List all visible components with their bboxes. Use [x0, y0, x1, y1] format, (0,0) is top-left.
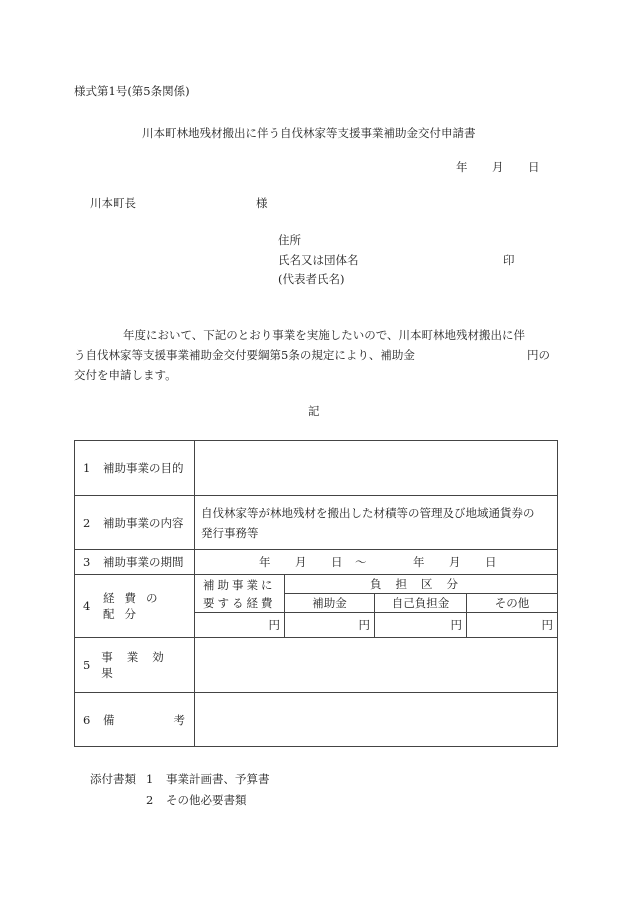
- attachment-1-number: 1: [146, 772, 154, 786]
- addressee-name: 川本町長: [90, 196, 136, 210]
- subsidy-header: 補助金: [285, 594, 375, 613]
- date-year: 年: [456, 160, 468, 174]
- row-expenses: [75, 575, 558, 594]
- period-label: 補助事業の期間: [103, 555, 184, 569]
- purpose-value-cell: [195, 441, 558, 496]
- other-yen: 円: [467, 613, 558, 638]
- row-number: 6: [83, 712, 91, 727]
- seal-mark: 印: [503, 253, 515, 267]
- subsidy-yen: 円: [285, 613, 375, 638]
- row-number: 4: [83, 599, 91, 613]
- row-purpose: [75, 441, 558, 496]
- purpose-label-cell: [75, 441, 195, 496]
- application-table: [74, 440, 558, 747]
- self-burden-yen: 円: [375, 613, 467, 638]
- content-value-line-2: 発行事務等: [201, 525, 259, 540]
- row-number: 3: [83, 555, 91, 569]
- self-burden-header: 自己負担金: [375, 594, 467, 613]
- row-number: 2: [83, 515, 91, 530]
- content-value-line-1: 自伐林家等が林地残材を搬出した材積等の管理及び地域通貨券の: [201, 505, 535, 520]
- body-line-1: 年度において、下記のとおり事業を実施したいので、川本町林地残材搬出に伴: [123, 328, 526, 342]
- row-number: 5: [83, 658, 91, 672]
- attachments-label: 添付書類: [90, 772, 136, 786]
- row-effect: [75, 638, 558, 693]
- name-label: 氏名又は団体名: [278, 253, 359, 267]
- effect-value-cell: [195, 638, 558, 693]
- period-end-day: 日: [485, 555, 497, 569]
- expenses-label-cell: [75, 575, 195, 638]
- required-cost-header: [195, 575, 285, 613]
- row-number: 1: [83, 461, 91, 475]
- attachment-2: その他必要書類: [166, 793, 247, 807]
- effect-label: 事業効果: [101, 650, 178, 680]
- row-period: [75, 550, 558, 575]
- address-label: 住所: [278, 233, 301, 247]
- required-cost-line-2: 要する経費: [203, 595, 276, 610]
- period-start-month: 月: [295, 555, 307, 569]
- period-label-cell: [75, 550, 195, 575]
- remarks-label-part-1: 備: [103, 712, 115, 727]
- body-line-2: う自伐林家等支援事業補助金交付要綱第5条の規定により、補助金: [74, 348, 415, 362]
- other-header: その他: [467, 594, 558, 613]
- remarks-value-cell: [195, 693, 558, 747]
- purpose-label: 補助事業の目的: [103, 461, 184, 475]
- content-label: 補助事業の内容: [103, 515, 184, 530]
- period-end-month: 月: [449, 555, 461, 569]
- content-label-cell: [75, 496, 195, 550]
- expenses-label-text: 経費の配分: [103, 591, 168, 621]
- attachment-1: 事業計画書、予算書: [166, 772, 270, 786]
- form-number: 様式第1号(第5条関係): [74, 84, 190, 98]
- expenses-label: [103, 590, 185, 622]
- row-remarks: [75, 693, 558, 747]
- period-value-cell: [195, 550, 558, 575]
- remarks-label-part-2: 考: [173, 712, 185, 727]
- burden-header: 負担区分: [285, 575, 558, 594]
- period-start-day: 日: [331, 555, 343, 569]
- required-cost-line-1: 補助事業に: [203, 577, 276, 592]
- date-day: 日: [528, 160, 540, 174]
- period-start-year: 年: [259, 555, 271, 569]
- body-line-2-yen: 円の: [527, 348, 550, 362]
- body-line-3: 交付を申請します。: [74, 368, 177, 382]
- period-end-year: 年: [413, 555, 425, 569]
- date-month: 月: [492, 160, 504, 174]
- attachment-2-number: 2: [146, 793, 154, 807]
- required-cost-yen: 円: [195, 613, 285, 638]
- effect-label-cell: [75, 638, 195, 693]
- representative-label: (代表者氏名): [278, 272, 345, 286]
- period-tilde: ～: [355, 555, 367, 569]
- ki-heading: 記: [308, 404, 320, 418]
- row-content: [75, 496, 558, 550]
- content-value-cell: [195, 496, 558, 550]
- addressee-honorific: 様: [256, 196, 268, 210]
- remarks-label: [103, 712, 185, 728]
- document-title: 川本町林地残材搬出に伴う自伐林家等支援事業補助金交付申請書: [142, 126, 476, 140]
- remarks-label-cell: [75, 693, 195, 747]
